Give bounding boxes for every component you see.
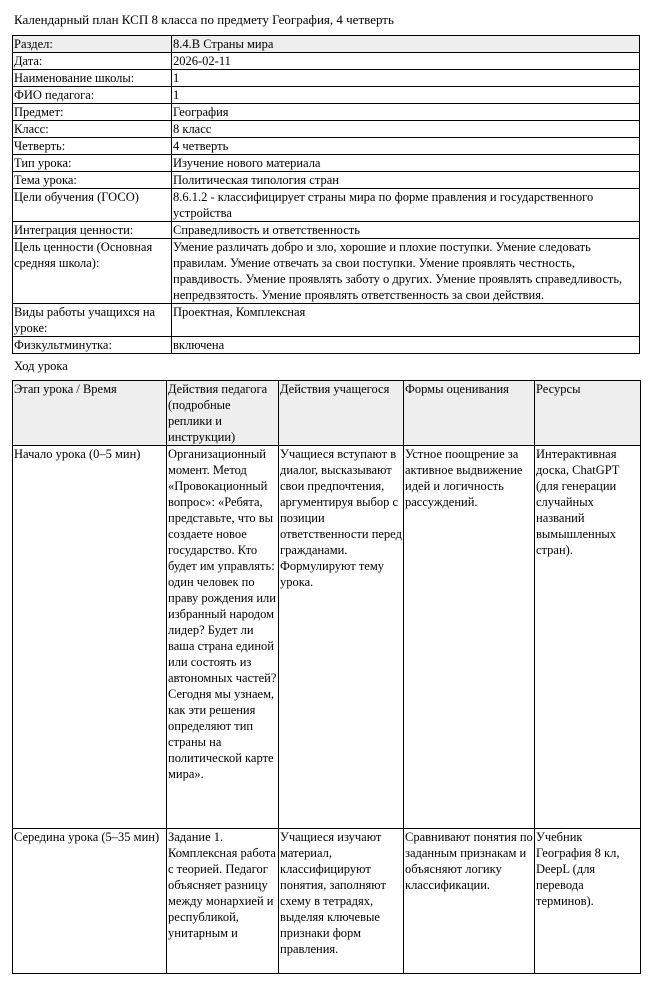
lesson-info-table <box>12 35 640 354</box>
info-label: Тип урока: <box>13 155 172 172</box>
info-value: 8.6.1.2 - классифицирует страны мира по форме правления и государственного устройства <box>172 189 640 222</box>
info-label: Наименование школы: <box>13 70 172 87</box>
column-header-assessment: Формы оценивания <box>404 381 535 446</box>
table-row <box>13 446 641 829</box>
info-value: 1 <box>172 70 640 87</box>
info-value: Изучение нового материала <box>172 155 640 172</box>
info-row <box>13 172 640 189</box>
info-row <box>13 239 640 304</box>
teacher-actions-cell: Организационный момент. Метод «Провокационный вопрос»: «Ребята, представьте, что вы создаете новое государство. Кто будет им управлять: один человек по праву рождения или избранный народом лидер? Будет ли ваша страна единой или состоять из автономных частей? Сегодня мы узнаем, как эти решения определяют тип страны на политической карте мира». <box>167 446 279 829</box>
info-label: Класс: <box>13 121 172 138</box>
lesson-flow-label: Ход урока <box>14 359 68 373</box>
info-label: Предмет: <box>13 104 172 121</box>
info-value: 1 <box>172 87 640 104</box>
info-row <box>13 304 640 337</box>
info-row <box>13 87 640 104</box>
info-label: Цель ценности (Основная средняя школа): <box>13 239 172 304</box>
assessment-cell: Сравнивают понятия по заданным признакам и объясняют логику классификации. <box>404 829 535 974</box>
plan-header-row <box>13 381 641 446</box>
student-actions-cell: Учащиеся вступают в диалог, высказывают свои предпочтения, аргументируя выбор с позиции ответственности перед гражданами. Формулируют тему урока. <box>279 446 404 829</box>
info-row <box>13 53 640 70</box>
stage-cell: Середина урока (5–35 мин) <box>13 829 167 974</box>
resources-cell: Интерактивная доска, ChatGPT (для генерации случайных названий вымышленных стран). <box>535 446 641 829</box>
info-value: 4 четверть <box>172 138 640 155</box>
info-row <box>13 138 640 155</box>
info-label: Четверть: <box>13 138 172 155</box>
page-title: Календарный план КСП 8 класса по предмету География, 4 четверть <box>14 12 394 27</box>
info-label: ФИО педагога: <box>13 87 172 104</box>
info-value: География <box>172 104 640 121</box>
column-header-teacher: Действия педагога (подробные реплики и инструкции) <box>167 381 279 446</box>
info-value: Справедливость и ответственность <box>172 222 640 239</box>
stage-cell: Начало урока (0–5 мин) <box>13 446 167 829</box>
teacher-actions-cell: Задание 1. Комплексная работа с теорией. Педагог объясняет разницу между монархией и республикой, унитарным и <box>167 829 279 974</box>
student-actions-cell: Учащиеся изучают материал, классифицируют понятия, заполняют схему в тетрадях, выделяя ключевые признаки форм правления. <box>279 829 404 974</box>
info-row <box>13 222 640 239</box>
info-label: Цели обучения (ГОСО) <box>13 189 172 222</box>
column-header-student: Действия учащегося <box>279 381 404 446</box>
info-value: 8.4.В Страны мира <box>172 36 640 53</box>
column-header-stage: Этап урока / Время <box>13 381 167 446</box>
assessment-cell: Устное поощрение за активное выдвижение идей и логичность рассуждений. <box>404 446 535 829</box>
info-row <box>13 36 640 53</box>
column-header-resources: Ресурсы <box>535 381 641 446</box>
lesson-plan-table <box>12 380 641 974</box>
info-value: Умение различать добро и зло, хорошие и плохие поступки. Умение следовать правилам. Умение отвечать за свои поступки. Умение проявлять честность, правдивость. Умение проявлять заботу о других. Умение проявлять справедливость, непредвзятость. Умение проявлять ответственность за свои действия. <box>172 239 640 304</box>
info-value: 2026-02-11 <box>172 53 640 70</box>
info-value: 8 класс <box>172 121 640 138</box>
table-row <box>13 829 641 974</box>
info-row <box>13 104 640 121</box>
info-value: Политическая типология стран <box>172 172 640 189</box>
info-row <box>13 189 640 222</box>
info-value: включена <box>172 337 640 354</box>
info-label: Виды работы учащихся на уроке: <box>13 304 172 337</box>
info-label: Интеграция ценности: <box>13 222 172 239</box>
info-row <box>13 70 640 87</box>
info-label: Физкультминутка: <box>13 337 172 354</box>
info-label: Тема урока: <box>13 172 172 189</box>
info-label: Раздел: <box>13 36 172 53</box>
info-value: Проектная, Комплексная <box>172 304 640 337</box>
info-label: Дата: <box>13 53 172 70</box>
info-row <box>13 155 640 172</box>
info-row <box>13 337 640 354</box>
info-row <box>13 121 640 138</box>
resources-cell: Учебник География 8 кл, DeepL (для перевода терминов). <box>535 829 641 974</box>
